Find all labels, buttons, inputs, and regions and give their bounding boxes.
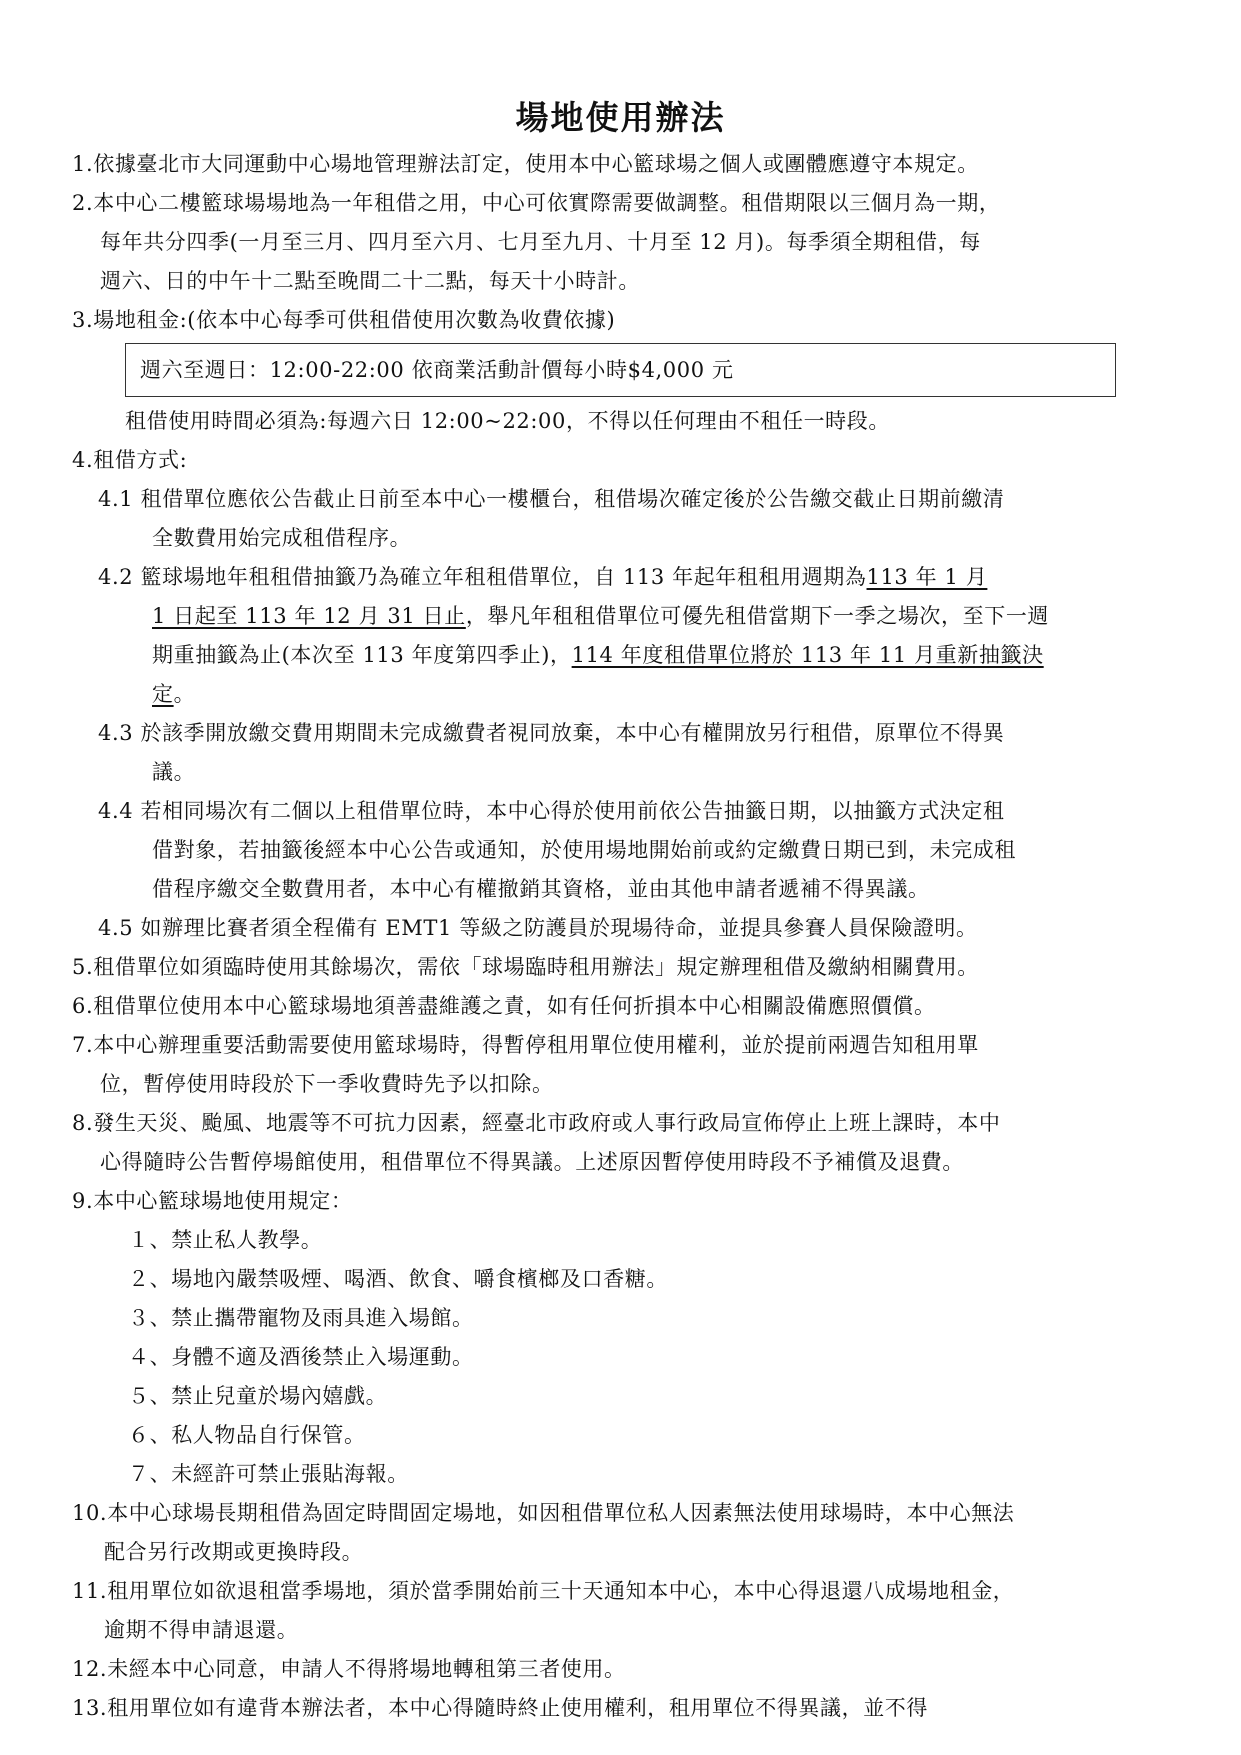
clause-2-line-1: 2.本中心二樓籃球場場地為一年租借之用，中心可依實際需要做調整。租借期限以三個月為一期， — [72, 191, 1001, 215]
clause-4-4-line-2: 借對象，若抽籤後經本中心公告或通知，於使用場地開始前或約定繳費日期已到，未完成租 — [152, 838, 1016, 862]
clause-2-line-2: 每年共分四季(一月至三月、四月至六月、七月至九月、十月至 12 月)。每季須全期租借，每 — [100, 230, 981, 254]
clause-4-2-text: 4.2 籃球場地年租租借抽籤乃為確立年租租借單位，自 113 年起年租租用週期為 — [98, 565, 867, 589]
clause-7-line-2: 位，暫停使用時段於下一季收費時先予以扣除。 — [100, 1072, 554, 1096]
fee-box — [125, 343, 1116, 397]
clause-1: 1.依據臺北市大同運動中心場地管理辦法訂定，使用本中心籃球場之個人或團體應遵守本規定。 — [72, 152, 979, 176]
clause-3-note: 租借使用時間必須為:每週六日 12:00~22:00，不得以任何理由不租任一時段。 — [125, 409, 890, 433]
clause-4-2-underlined: 114 年度租借單位將於 113 年 11 月重新抽籤決 — [571, 643, 1044, 667]
clause-4-2-line-3 — [152, 641, 1044, 669]
clause-4-2-underlined: 113 年 1 月 — [866, 565, 988, 589]
rule-item: ６、私人物品自行保管。 — [128, 1423, 366, 1447]
clause-8-line-1: 8.發生天災、颱風、地震等不可抗力因素，經臺北市政府或人事行政局宣佈停止上班上課時，本中 — [72, 1111, 1001, 1135]
rule-item: ７、未經許可禁止張貼海報。 — [128, 1462, 409, 1486]
rule-item: ５、禁止兒童於場內嬉戲。 — [128, 1384, 388, 1408]
clause-4-2-text: 。 — [173, 682, 196, 706]
rule-item: ２、場地內嚴禁吸煙、喝酒、飲食、嚼食檳榔及口香糖。 — [128, 1267, 668, 1291]
clause-4-4-line-1: 4.4 若相同場次有二個以上租借單位時，本中心得於使用前依公告抽籤日期，以抽籤方式決定租 — [98, 799, 1005, 823]
clause-6: 6.租借單位使用本中心籃球場地須善盡維護之責，如有任何折損本中心相關設備應照價償。 — [72, 994, 936, 1018]
clause-4-5: 4.5 如辦理比賽者須全程備有 EMT1 等級之防護員於現場待命，並提具參賽人員保險證明。 — [98, 916, 978, 940]
clause-4-4-line-3: 借程序繳交全數費用者，本中心有權撤銷其資格，並由其他申請者遞補不得異議。 — [152, 877, 930, 901]
clause-4-2-text: ，舉凡年租租借單位可優先租借當期下一季之場次，至下一週 — [465, 604, 1050, 628]
clause-11-line-2: 逾期不得申請退還。 — [104, 1618, 299, 1642]
clause-10-line-2: 配合另行改期或更換時段。 — [104, 1540, 364, 1564]
clause-5: 5.租借單位如須臨時使用其餘場次，需依「球場臨時租用辦法」規定辦理租借及繳納相關費用。 — [72, 955, 979, 979]
clause-4-1-line-1: 4.1 租借單位應依公告截止日前至本中心一樓櫃台，租借場次確定後於公告繳交截止日期前繳清 — [98, 487, 1005, 511]
clause-4-1-line-2: 全數費用始完成租借程序。 — [152, 526, 412, 550]
clause-10-line-1: 10.本中心球場長期租借為固定時間固定場地，如因租借單位私人因素無法使用球場時，本中心無法 — [72, 1501, 1015, 1525]
clause-4-2-underlined: 1 日起至 113 年 12 月 31 日止 — [152, 604, 466, 628]
clause-4-2-underlined: 定 — [152, 682, 174, 706]
clause-9: 9.本中心籃球場地使用規定： — [72, 1189, 353, 1213]
clause-8-line-2: 心得隨時公告暫停場館使用，租借單位不得異議。上述原因暫停使用時段不予補償及退費。 — [100, 1150, 964, 1174]
clause-7-line-1: 7.本中心辦理重要活動需要使用籃球場時，得暫停租用單位使用權利，並於提前兩週告知租用單 — [72, 1033, 979, 1057]
clause-4: 4.租借方式: — [72, 448, 188, 472]
clause-11-line-1: 11.租用單位如欲退租當季場地，須於當季開始前三十天通知本中心，本中心得退還八成場地租金， — [72, 1579, 1015, 1603]
rule-item: ３、禁止攜帶寵物及雨具進入場館。 — [128, 1306, 474, 1330]
clause-4-2-line-4 — [152, 680, 195, 708]
rule-item: １、禁止私人教學。 — [128, 1228, 323, 1252]
clause-4-2-line-2 — [152, 602, 1049, 630]
page-title: 場地使用辦法 — [515, 98, 726, 137]
clause-2-line-3: 週六、日的中午十二點至晚間二十二點，每天十小時計。 — [100, 269, 640, 293]
clause-4-2-line-1 — [98, 563, 987, 591]
rule-item: ４、身體不適及酒後禁止入場運動。 — [128, 1345, 474, 1369]
clause-13: 13.租用單位如有違背本辦法者，本中心得隨時終止使用權利，租用單位不得異議，並不得 — [72, 1696, 928, 1720]
fee-box-text: 週六至週日：12:00-22:00 依商業活動計價每小時$4,000 元 — [140, 358, 734, 382]
clause-4-3-line-2: 議。 — [152, 760, 196, 784]
clause-12: 12.未經本中心同意，申請人不得將場地轉租第三者使用。 — [72, 1657, 626, 1681]
clause-4-3-line-1: 4.3 於該季開放繳交費用期間未完成繳費者視同放棄，本中心有權開放另行租借，原單位不得異 — [98, 721, 1005, 745]
clause-3: 3.場地租金:(依本中心每季可供租借使用次數為收費依據) — [72, 308, 616, 332]
clause-4-2-text: 期重抽籤為止(本次至 113 年度第四季止)， — [152, 643, 572, 667]
